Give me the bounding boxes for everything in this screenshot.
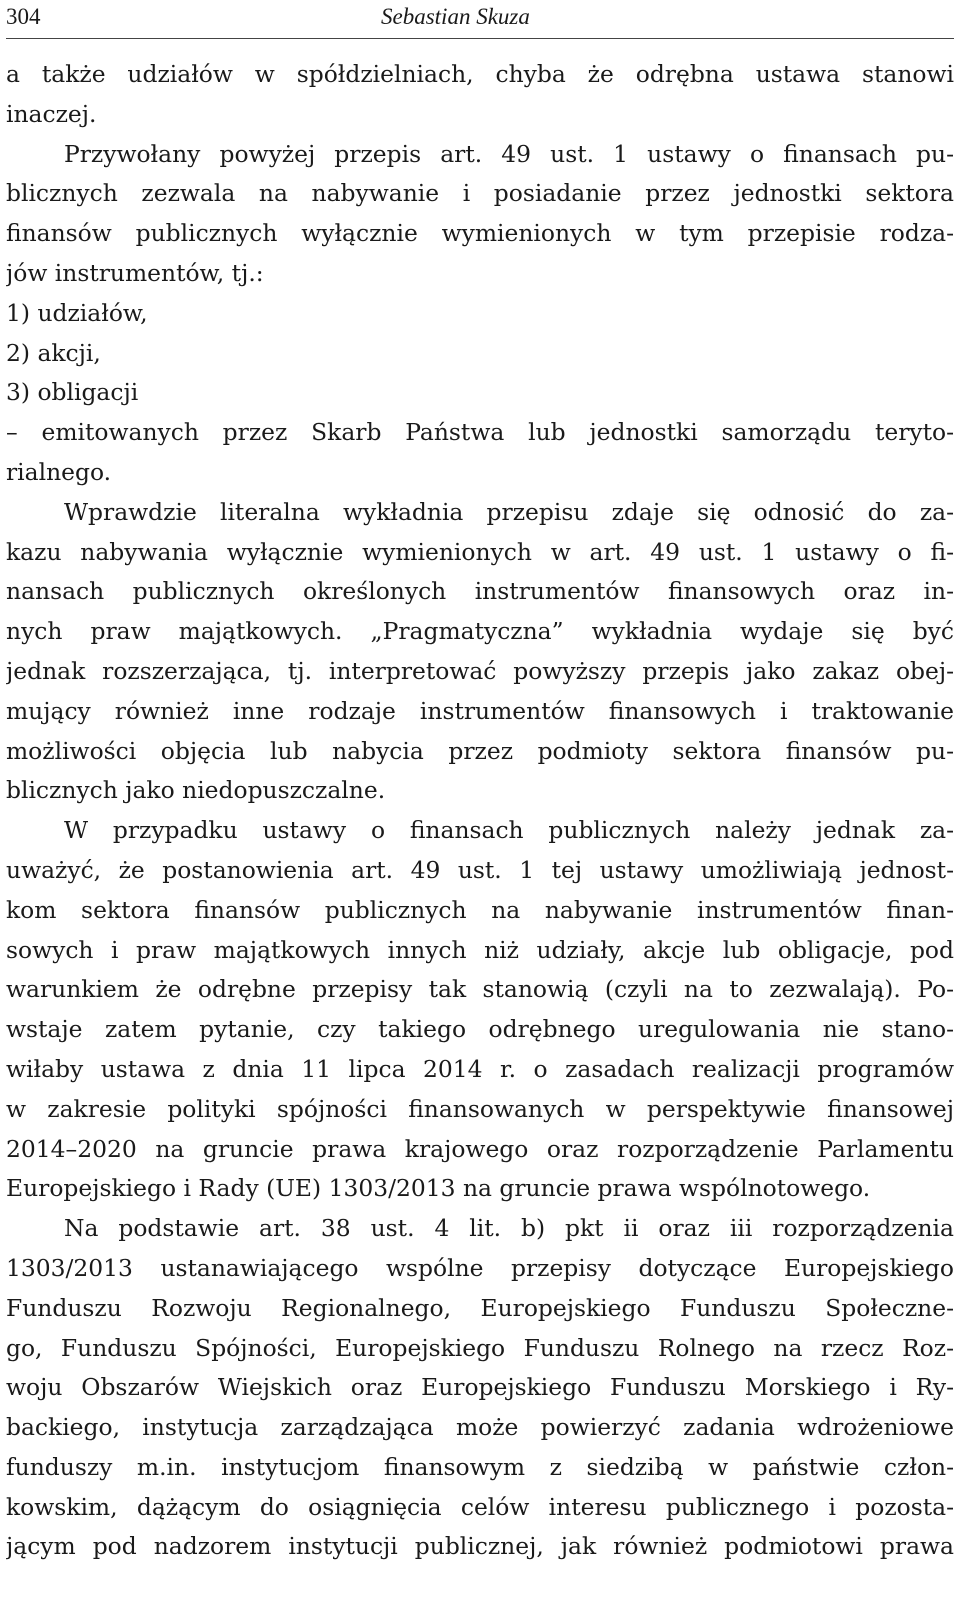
text-line: Europejskiego i Rady (UE) 1303/2013 na gruncie prawa wspólnotowego. [6, 1174, 871, 1203]
text-line: 2014–2020 na gruncie prawa krajowego oraz rozporządzenie Parlamentu [6, 1134, 954, 1163]
text-line: – emitowanych przez Skarb Państwa lub jednostki samorządu teryto- [6, 418, 954, 447]
text-line: jednak rozszerzająca, tj. interpretować powyższy przepis jako zakaz obej- [6, 656, 954, 685]
text-line: możliwości objęcia lub nabycia przez podmioty sektora finansów pu- [6, 736, 954, 765]
text-line: Na podstawie art. 38 ust. 4 lit. b) pkt ii oraz iii rozporządzenia [64, 1214, 954, 1243]
text-line: jącym pod nadzorem instytucji publicznej, jak również podmiotowi prawa [6, 1532, 954, 1561]
text-line: wstaje zatem pytanie, czy takiego odrębnego uregulowania nie stano- [6, 1015, 954, 1044]
text-line: nych praw majątkowych. „Pragmatyczna” wykładnia wydaje się być [6, 617, 954, 646]
text-line: w zakresie polityki spójności finansowanych w perspektywie finansowej [6, 1094, 954, 1123]
text-line: go, Funduszu Spójności, Europejskiego Funduszu Rolnego na rzecz Roz- [6, 1333, 954, 1362]
text-line: inaczej. [6, 99, 97, 128]
text-line: blicznych jako niedopuszczalne. [6, 776, 386, 805]
page-number: 304 [6, 4, 41, 29]
text-line: wiłaby ustawa z dnia 11 lipca 2014 r. o zasadach realizacji programów [6, 1054, 954, 1083]
text-line: Funduszu Rozwoju Regionalnego, Europejskiego Funduszu Społeczne- [6, 1293, 954, 1322]
text-line: sowych i praw majątkowych innych niż udziały, akcje lub obligacje, pod [6, 935, 954, 964]
text-line: 1) udziałów, [6, 298, 148, 327]
text-line: Wprawdzie literalna wykładnia przepisu zdaje się odnosić do za- [64, 497, 954, 526]
text-line: mujący również inne rodzaje instrumentów finansowych i traktowanie [6, 696, 954, 725]
text-line: uważyć, że postanowienia art. 49 ust. 1 tej ustawy umożliwiają jednost- [6, 855, 954, 884]
text-line: 3) obligacji [6, 378, 139, 407]
body-text [6, 55, 954, 1567]
text-line: W przypadku ustawy o finansach publicznych należy jednak za- [64, 816, 954, 845]
text-line: a także udziałów w spółdzielniach, chyba że odrębna ustawa stanowi [6, 60, 954, 88]
document-page [6, 0, 954, 1567]
running-title-author: Sebastian Skuza [381, 4, 530, 29]
text-line: nansach publicznych określonych instrumentów finansowych oraz in- [6, 577, 954, 606]
text-line: rialnego. [6, 457, 112, 486]
text-line: finansów publicznych wyłącznie wymienionych w tym przepisie rodza- [6, 219, 954, 248]
text-line: backiego, instytucja zarządzająca może powierzyć zadania wdrożeniowe [6, 1413, 954, 1442]
text-line: kazu nabywania wyłącznie wymienionych w art. 49 ust. 1 ustawy o fi- [6, 537, 954, 566]
text-line: warunkiem że odrębne przepisy tak stanowią (czyli na to zezwalają). Po- [6, 975, 954, 1004]
text-line: funduszy m.in. instytucjom finansowym z siedzibą w państwie człon- [6, 1452, 954, 1481]
text-line: blicznych zezwala na nabywanie i posiadanie przez jednostki sektora [6, 179, 954, 208]
text-line: Przywołany powyżej przepis art. 49 ust. 1 ustawy o finansach pu- [64, 139, 954, 168]
text-line: jów instrumentów, tj.: [6, 258, 264, 287]
text-line: 2) akcji, [6, 338, 101, 367]
text-line: 1303/2013 ustanawiającego wspólne przepisy dotyczące Europejskiego [6, 1253, 954, 1282]
text-line: woju Obszarów Wiejskich oraz Europejskiego Funduszu Morskiego i Ry- [6, 1373, 954, 1402]
running-header [6, 0, 954, 39]
text-line: kom sektora finansów publicznych na nabywanie instrumentów finan- [6, 895, 954, 924]
text-line: kowskim, dążącym do osiągnięcia celów interesu publicznego i pozosta- [6, 1492, 954, 1521]
